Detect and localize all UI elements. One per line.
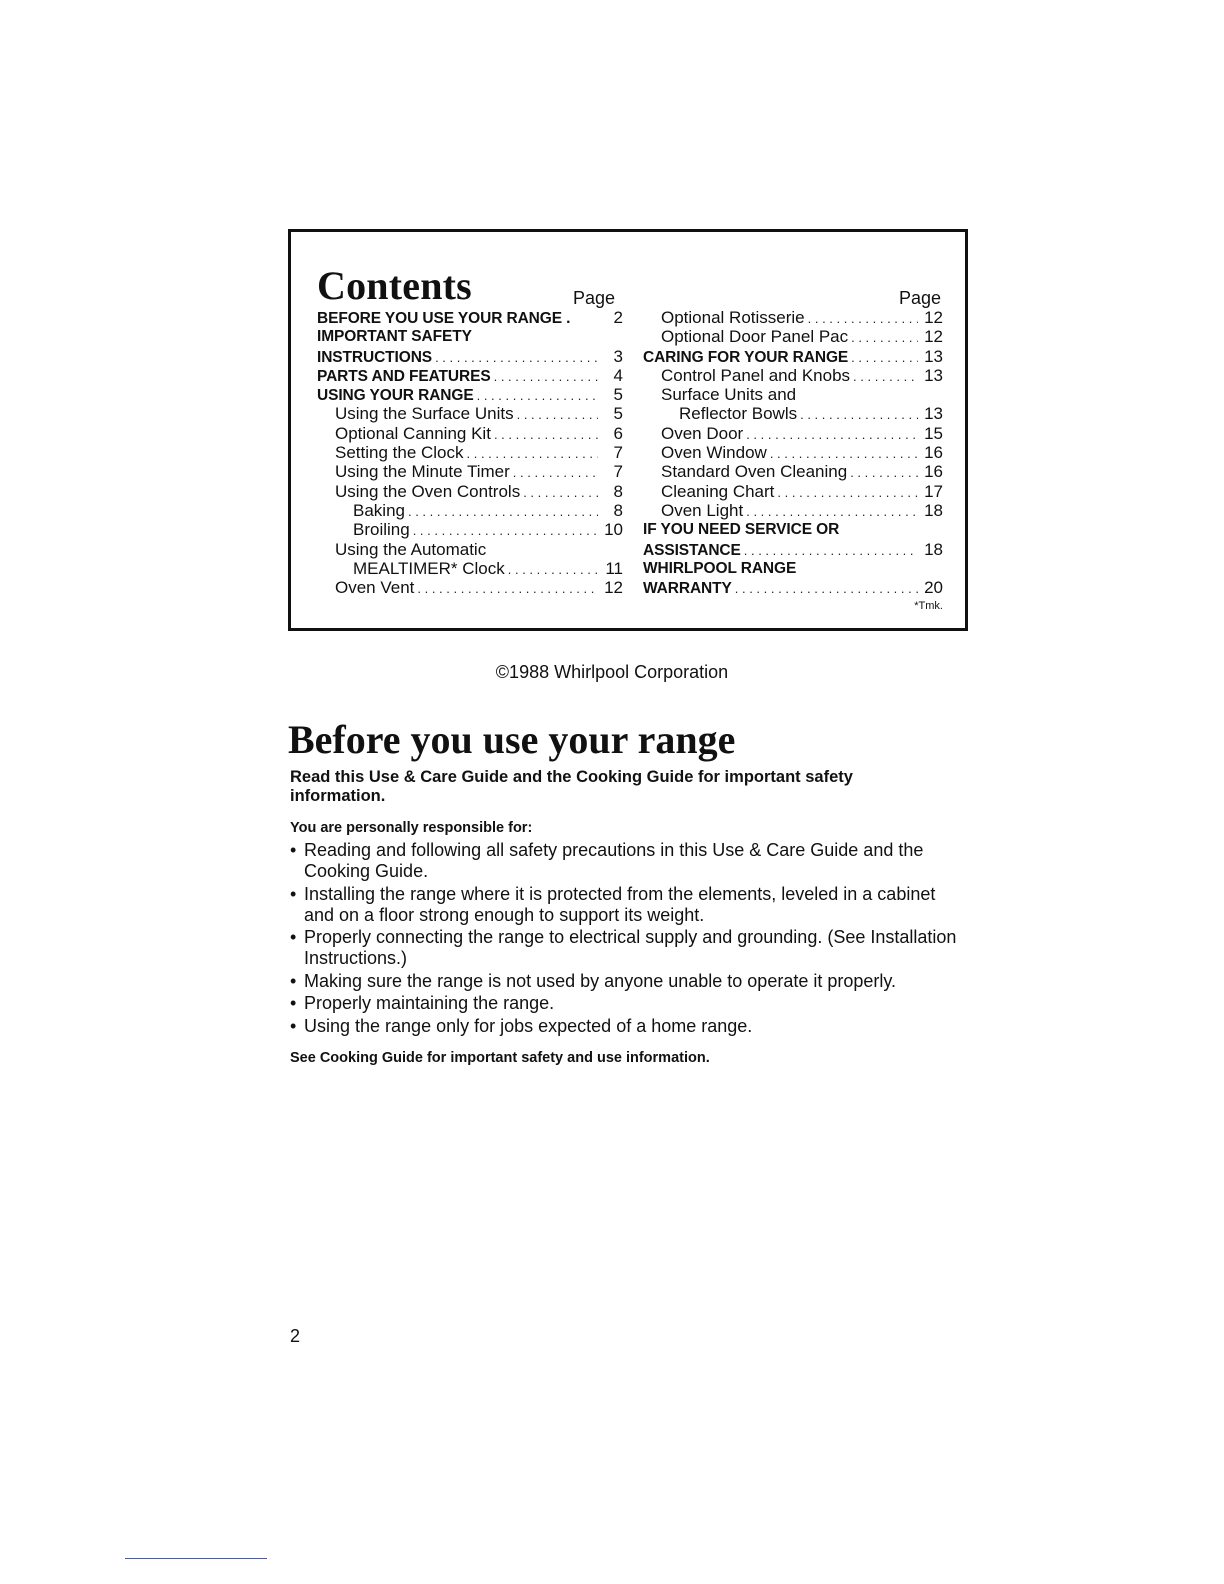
toc-entry-page: 12 [924,308,943,327]
toc-entry [317,462,623,481]
toc-entry [643,501,943,520]
toc-leader-dots [413,521,598,540]
footer-rule [125,1558,267,1559]
toc-leader-dots [513,463,598,482]
toc-entry-label: Baking [353,500,405,520]
toc-entry [643,366,943,385]
toc-entry [643,482,943,501]
toc-entry-page: 12 [604,578,623,598]
toc-entry-label: Setting the Clock [335,443,464,463]
toc-entry-page: 6 [613,423,623,443]
toc-entry-page: 18 [924,539,943,559]
list-item-text: Properly connecting the range to electrical supply and grounding. (See Installation Instructions.) [304,927,957,968]
toc-entry-label: WARRANTY [643,580,732,598]
toc-entry [317,424,623,443]
toc-entry-page: 8 [613,500,623,520]
toc-leader-dots [851,348,918,367]
toc-entry [643,385,943,404]
toc-entry [317,327,623,346]
toc-entry [643,462,943,481]
toc-entry-page: 20 [924,578,943,598]
bullet-icon: • [290,927,297,947]
list-item-text: Installing the range where it is protected from the elements, leveled in a cabinet and on a floor strong enough to support its weight. [304,883,936,925]
bullet-icon: • [290,1015,297,1036]
toc-entry [643,327,943,346]
toc-entry-label: Oven Window [661,443,767,463]
toc-leader-dots [770,444,918,463]
page-column-header-right: Page [899,288,942,308]
toc-entry-page: 10 [604,520,623,540]
toc-entry [317,482,623,501]
list-item [290,927,970,969]
toc-entry [643,520,943,539]
list-item-text: Making sure the range is not used by anyone unable to operate it properly. [304,970,897,991]
trademark-note: *Tmk. [914,600,943,612]
toc-entry-label: USING YOUR RANGE [317,387,474,405]
toc-entry-label: BEFORE YOU USE YOUR RANGE . [317,310,571,327]
toc-entry [643,404,943,423]
toc-entry-page: 13 [924,365,943,385]
toc-leader-dots [746,425,918,444]
list-item-text: Properly maintaining the range. [304,993,555,1013]
copyright-line: ©1988 Whirlpool Corporation [495,662,729,682]
toc-entry [317,404,623,423]
toc-entry-label: Using the Oven Controls [335,481,521,501]
toc-entry [643,540,943,559]
toc-leader-dots [808,309,918,328]
section-title: Before you use your range [288,717,736,762]
toc-entry-label: Oven Vent [335,578,415,598]
toc-entry-page: 13 [924,346,943,366]
toc-leader-dots [735,579,918,598]
toc-entry [317,385,623,404]
toc-entry-label: Reflector Bowls [679,404,798,424]
toc-entry-label: Cleaning Chart [661,481,775,501]
toc-leader-dots [746,502,918,521]
toc-entry-label: Optional Canning Kit [335,423,491,443]
toc-leader-dots [494,425,598,444]
toc-entry-page: 7 [613,462,623,482]
toc-entry-page: 5 [613,404,623,424]
bullet-icon: • [290,993,297,1013]
responsibilities-list [290,840,970,1038]
toc-entry-page: 2 [613,308,623,327]
see-cooking-guide-note: See Cooking Guide for important safety and use information. [290,1050,710,1066]
toc-entry-label: INSTRUCTIONS [317,348,433,366]
list-item [290,993,970,1014]
responsibilities-heading: You are personally responsible for: [290,820,533,836]
toc-entry-page: 18 [924,500,943,520]
toc-leader-dots [494,367,598,386]
contents-box [288,229,968,631]
list-item-text: Reading and following all safety precautions in this Use & Care Guide and the Cooking Guide. [304,840,924,881]
toc-leader-dots [477,386,598,405]
toc-entry-page: 7 [613,443,623,463]
toc-entry-label: ASSISTANCE [643,541,741,559]
toc-entry-label: PARTS AND FEATURES [317,367,491,385]
toc-entry [317,540,623,559]
toc-entry [643,424,943,443]
toc-leader-dots [517,405,598,424]
toc-leader-dots [435,348,598,367]
toc-entry [317,308,623,327]
toc-leader-dots [417,579,598,598]
toc-entry-page: 17 [924,481,943,501]
toc-entry-page: 5 [613,385,623,405]
bullet-icon: • [290,840,297,860]
toc-entry-label: Using the Surface Units [335,404,514,424]
toc-entry [643,347,943,366]
toc-entry-label: Standard Oven Cleaning [661,462,848,482]
toc-entry-page: 15 [924,423,943,443]
contents-left-column [317,308,623,597]
toc-entry [643,578,943,597]
toc-entry [643,559,943,578]
toc-entry-label: Surface Units and [661,385,797,405]
toc-entry-page: 4 [613,365,623,385]
intro-paragraph: Read this Use & Care Guide and the Cooking Guide for important safety information. [290,768,853,805]
list-item [290,971,970,992]
toc-entry-label: CARING FOR YOUR RANGE [643,348,849,366]
toc-entry-page: 11 [605,558,623,578]
toc-leader-dots [853,367,918,386]
page-number: 2 [290,1326,301,1346]
toc-leader-dots [523,483,598,502]
toc-entry [317,501,623,520]
toc-entry-label: WHIRLPOOL RANGE [643,559,797,577]
bullet-icon: • [290,883,297,904]
toc-entry-page: 8 [613,481,623,501]
toc-leader-dots [508,560,598,579]
toc-entry-page: 16 [924,462,943,482]
toc-leader-dots [777,483,918,502]
toc-entry-page: 13 [924,404,943,424]
list-item [290,884,970,926]
toc-entry-label: IF YOU NEED SERVICE OR [643,521,840,539]
toc-entry [317,559,623,578]
toc-entry-page: 12 [924,327,943,347]
toc-entry-label: MEALTIMER* Clock [353,558,505,578]
toc-entry-label: Control Panel and Knobs [661,365,851,385]
toc-entry-label: Optional Rotisserie [661,308,805,327]
contents-title: Contents [317,263,472,308]
toc-entry-label: Optional Door Panel Pac [661,327,849,347]
toc-entry-label: Oven Light [661,500,744,520]
toc-entry-label: Oven Door [661,423,744,443]
toc-entry [317,443,623,462]
toc-leader-dots [744,541,918,560]
contents-right-column [643,308,943,597]
bullet-icon: • [290,970,297,991]
toc-entry [317,578,623,597]
toc-leader-dots [851,328,918,347]
page-column-header-left: Page [573,288,616,308]
list-item [290,1016,970,1037]
toc-entry-label: Broiling [353,520,410,540]
toc-leader-dots [800,405,918,424]
toc-leader-dots [408,502,598,521]
toc-entry-page: 3 [613,346,623,366]
toc-leader-dots [467,444,598,463]
toc-entry [317,366,623,385]
toc-entry [317,347,623,366]
list-item [290,840,970,882]
toc-entry-label: Using the Automatic [335,539,487,559]
toc-entry [643,308,943,327]
toc-entry [317,520,623,539]
toc-leader-dots [850,463,918,482]
toc-entry-label: IMPORTANT SAFETY [317,328,472,346]
list-item-text: Using the range only for jobs expected of a home range. [304,1015,753,1036]
toc-entry-page: 16 [924,443,943,463]
toc-entry-label: Using the Minute Timer [335,462,510,482]
toc-entry [643,443,943,462]
